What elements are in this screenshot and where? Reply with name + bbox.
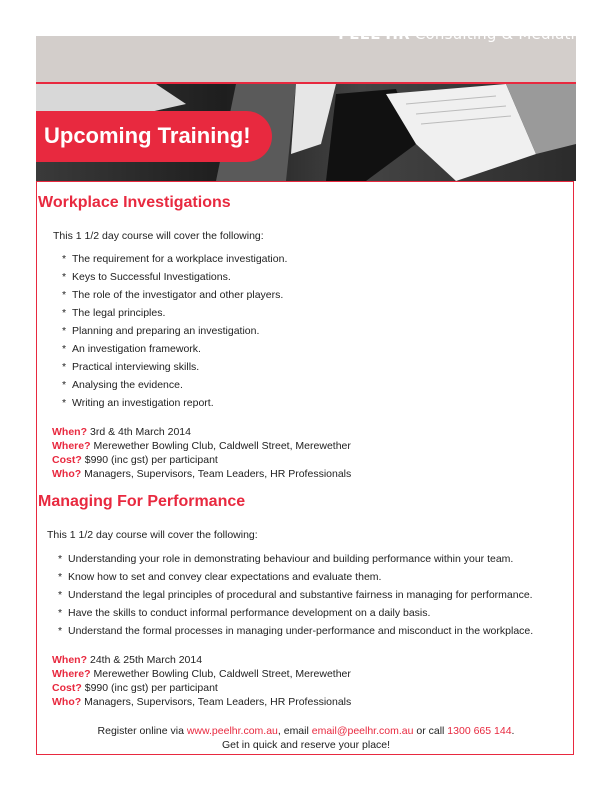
list-item: * Writing an investigation report.: [62, 397, 214, 409]
course-details: [52, 425, 351, 481]
email-link[interactable]: email@peelhr.com.au: [311, 725, 414, 737]
list-item: * Understand the legal principles of procedural and substantive fairness in managing for performance.: [58, 589, 533, 601]
cost-row: Cost? $990 (inc gst) per participant: [52, 682, 218, 694]
course-bullets: [62, 250, 287, 412]
list-item: * Know how to set and convey clear expectations and evaluate them.: [58, 571, 382, 583]
course-bullets: [58, 550, 533, 640]
where-row: Where? Merewether Bowling Club, Caldwell Street, Merewether: [52, 440, 351, 452]
brand-logo: [338, 25, 594, 43]
list-item: * The legal principles.: [62, 307, 166, 319]
course-intro: This 1 1/2 day course will cover the following:: [47, 529, 258, 541]
list-item: * The role of the investigator and other players.: [62, 289, 284, 301]
reserve-line: Get in quick and reserve your place!: [221, 739, 391, 751]
list-item: * Planning and preparing an investigation.: [62, 325, 260, 337]
list-item: * Practical interviewing skills.: [62, 361, 200, 373]
when-row: When? 3rd & 4th March 2014: [52, 426, 191, 438]
brand-bold: PEEL HR: [338, 25, 410, 43]
course-intro: This 1 1/2 day course will cover the following:: [53, 230, 264, 242]
course-title-managing-for-performance: Managing For Performance: [38, 493, 246, 510]
website-link[interactable]: www.peelhr.com.au: [186, 725, 278, 737]
register-line: Register online via www.peelhr.com.au, email email@peelhr.com.au or call 1300 665 144.: [97, 725, 515, 737]
list-item: * The requirement for a workplace investigation.: [62, 253, 288, 265]
cost-row: Cost? $990 (inc gst) per participant: [52, 454, 218, 466]
course-title-workplace-investigations: Workplace Investigations: [38, 194, 231, 211]
list-item: * Have the skills to conduct informal performance development on a daily basis.: [58, 607, 431, 619]
list-item: * Keys to Successful Investigations.: [62, 271, 231, 283]
who-row: Who? Managers, Supervisors, Team Leaders, HR Professionals: [52, 468, 352, 480]
phone-link[interactable]: 1300 665 144: [447, 725, 512, 737]
list-item: * Understand the formal processes in managing under-performance and misconduct in the workplace.: [58, 625, 534, 637]
where-row: Where? Merewether Bowling Club, Caldwell Street, Merewether: [52, 668, 351, 680]
who-row: Who? Managers, Supervisors, Team Leaders, HR Professionals: [52, 696, 352, 708]
when-row: When? 24th & 25th March 2014: [52, 654, 203, 666]
list-item: * An investigation framework.: [62, 343, 201, 355]
list-item: * Understanding your role in demonstrating behaviour and building performance within your team.: [58, 553, 514, 565]
course-details: [52, 653, 351, 709]
brand-rest: Consulting & Mediation: [409, 25, 594, 43]
banner-title: Upcoming Training!: [44, 123, 251, 148]
list-item: * Analysing the evidence.: [62, 379, 183, 391]
